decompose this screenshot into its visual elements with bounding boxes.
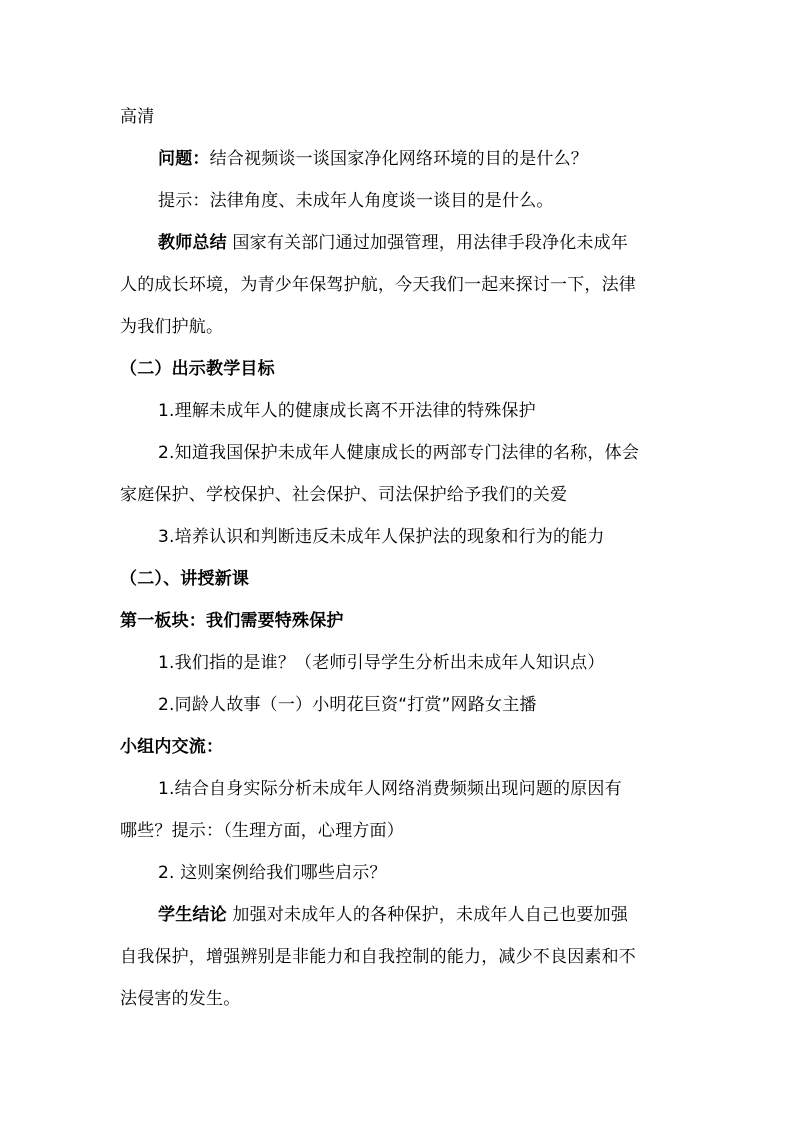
group-discussion-text: 小组内交流： [120,737,224,757]
section-heading-goals [120,357,676,381]
text-line: 高清 [120,107,155,127]
student-conclusion-label: 学生结论 [158,905,227,925]
heading-gaoqing [120,105,676,129]
goal-item-1 [158,399,714,423]
text-line: 自我保护，增强辨别是非能力和自我控制的能力，减少不良因素和不 [120,947,636,967]
lesson-item-1 [158,651,714,675]
goal-item-3 [158,525,714,549]
discussion-text: 2. 这则案例给我们哪些启示？ [158,863,387,883]
lesson-text: 2.同龄人故事（一）小明花巨资“打赏”网路女主播 [158,695,537,715]
conclusion-continuation-1 [120,945,676,969]
lesson-text: 1.我们指的是谁？（老师引导学生分析出未成年人知识点） [158,653,605,673]
section-heading-text: （二）出示教学目标 [120,359,275,379]
student-conclusion-text: 加强对未成年人的各种保护，未成年人自己也要加强 [226,905,629,925]
goal-text: 1.理解未成年人的健康成长离不开法律的特殊保护 [158,401,536,421]
summary-continuation-2 [120,315,676,339]
question-label: 问题： [158,149,210,169]
discussion-text: 哪些？提示：（生理方面，心理方面） [120,821,404,841]
discussion-item-1-continuation [120,819,676,843]
text-line: 法侵害的发生。 [120,989,241,1009]
goal-item-2 [158,441,714,465]
question-text: 结合视频谈一谈国家净化网络环境的目的是什么？ [209,149,589,169]
block-heading-1 [120,609,676,633]
block-heading-text: 第一板块：我们需要特殊保护 [120,611,344,631]
goal-text: 3.培养认识和判断违反未成年人保护法的现象和行为的能力 [158,527,605,547]
group-discussion-heading [120,735,676,759]
goal-item-2-continuation [120,483,676,507]
teacher-summary-label: 教师总结 [158,233,227,253]
text-line: 人的成长环境，为青少年保驾护航，今天我们一起来探讨一下，法律 [120,275,636,295]
question-line [158,147,714,171]
hint-text: 提示：法律角度、未成年人角度谈一谈目的是什么。 [158,191,554,211]
teacher-summary-line [158,231,714,255]
discussion-item-2 [158,861,714,885]
conclusion-continuation-2 [120,987,676,1011]
teacher-summary-text: 国家有关部门通过加强管理，用法律手段净化未成年 [226,233,629,253]
hint-line [158,189,714,213]
discussion-text: 1.结合自身实际分析未成年人网络消费频频出现问题的原因有 [158,779,622,799]
student-conclusion-line [158,903,714,927]
goal-text: 家庭保护、学校保护、社会保护、司法保护给予我们的关爱 [120,485,568,505]
section-heading-text: （二）、讲授新课 [120,569,250,589]
lesson-item-2 [158,693,714,717]
section-heading-new-lesson [120,567,676,591]
discussion-item-1 [158,777,714,801]
summary-continuation-1 [120,273,676,297]
text-line: 为我们护航。 [120,317,224,337]
goal-text: 2.知道我国保护未成年人健康成长的两部专门法律的名称，体会 [158,443,640,463]
